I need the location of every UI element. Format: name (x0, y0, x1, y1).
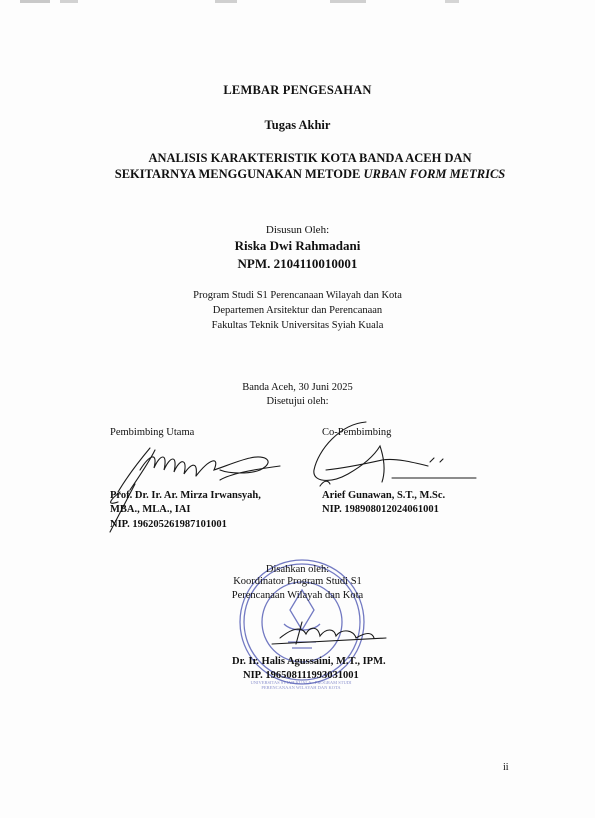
coordinator-nip: NIP. 196508111993031001 (243, 670, 359, 681)
place-date: Banda Aceh, 30 Juni 2025 (242, 382, 353, 393)
author-name: Riska Dwi Rahmadani (234, 238, 361, 253)
thesis-title (110, 151, 510, 182)
stamp-ring-text: UNIVERSITAS SYIAH KUALA · PROGRAM STUDI PERENCANAAN WILAYAH DAN KOTA (250, 680, 352, 690)
coordinator-role-line2: Perencanaan Wilayah dan Kota (231, 590, 364, 601)
prepared-by-label: Disusun Oleh: (265, 224, 330, 236)
main-supervisor-nip: NIP. 196205261987101001 (110, 519, 227, 530)
co-supervisor-nip: NIP. 198908012024061001 (322, 504, 439, 515)
ratified-by-label: Disahkan oleh: (265, 564, 330, 575)
co-supervisor-label: Co-Pembimbing (322, 427, 392, 438)
co-supervisor-signature (300, 420, 480, 490)
document-type: Tugas Akhir (264, 118, 331, 132)
main-supervisor-label: Pembimbing Utama (110, 427, 195, 438)
approved-by-label: Disetujui oleh: (266, 396, 329, 407)
thesis-title-italic: URBAN FORM METRICS (363, 166, 506, 181)
thesis-title-main: ANALISIS KARAKTERISTIK KOTA BANDA ACEH DAN SEKITARNYA MENGGUNAKAN METODE (114, 151, 472, 181)
page-title: LEMBAR PENGESAHAN (223, 83, 372, 97)
coordinator-signature (262, 618, 412, 658)
scan-artifact (0, 0, 595, 6)
department: Departemen Arsitektur dan Perencanaan (212, 305, 383, 316)
coordinator-name: Dr. Ir. Halis Agussaini, M.T., IPM. (232, 656, 386, 667)
author-npm: NPM. 2104110010001 (237, 256, 358, 271)
page-number: ii (503, 762, 509, 773)
co-supervisor-name: Arief Gunawan, S.T., M.Sc. (322, 490, 446, 501)
faculty: Fakultas Teknik Universitas Syiah Kuala (211, 320, 384, 331)
study-program: Program Studi S1 Perencanaan Wilayah dan Kota (193, 290, 402, 301)
main-supervisor-name-line1: Prof. Dr. Ir. Ar. Mirza Irwansyah, (110, 490, 261, 501)
main-supervisor-signature (80, 440, 280, 530)
coordinator-role-line1: Koordinator Program Studi S1 (233, 576, 362, 587)
main-supervisor-name-line2: MBA., MLA., IAI (110, 504, 191, 515)
